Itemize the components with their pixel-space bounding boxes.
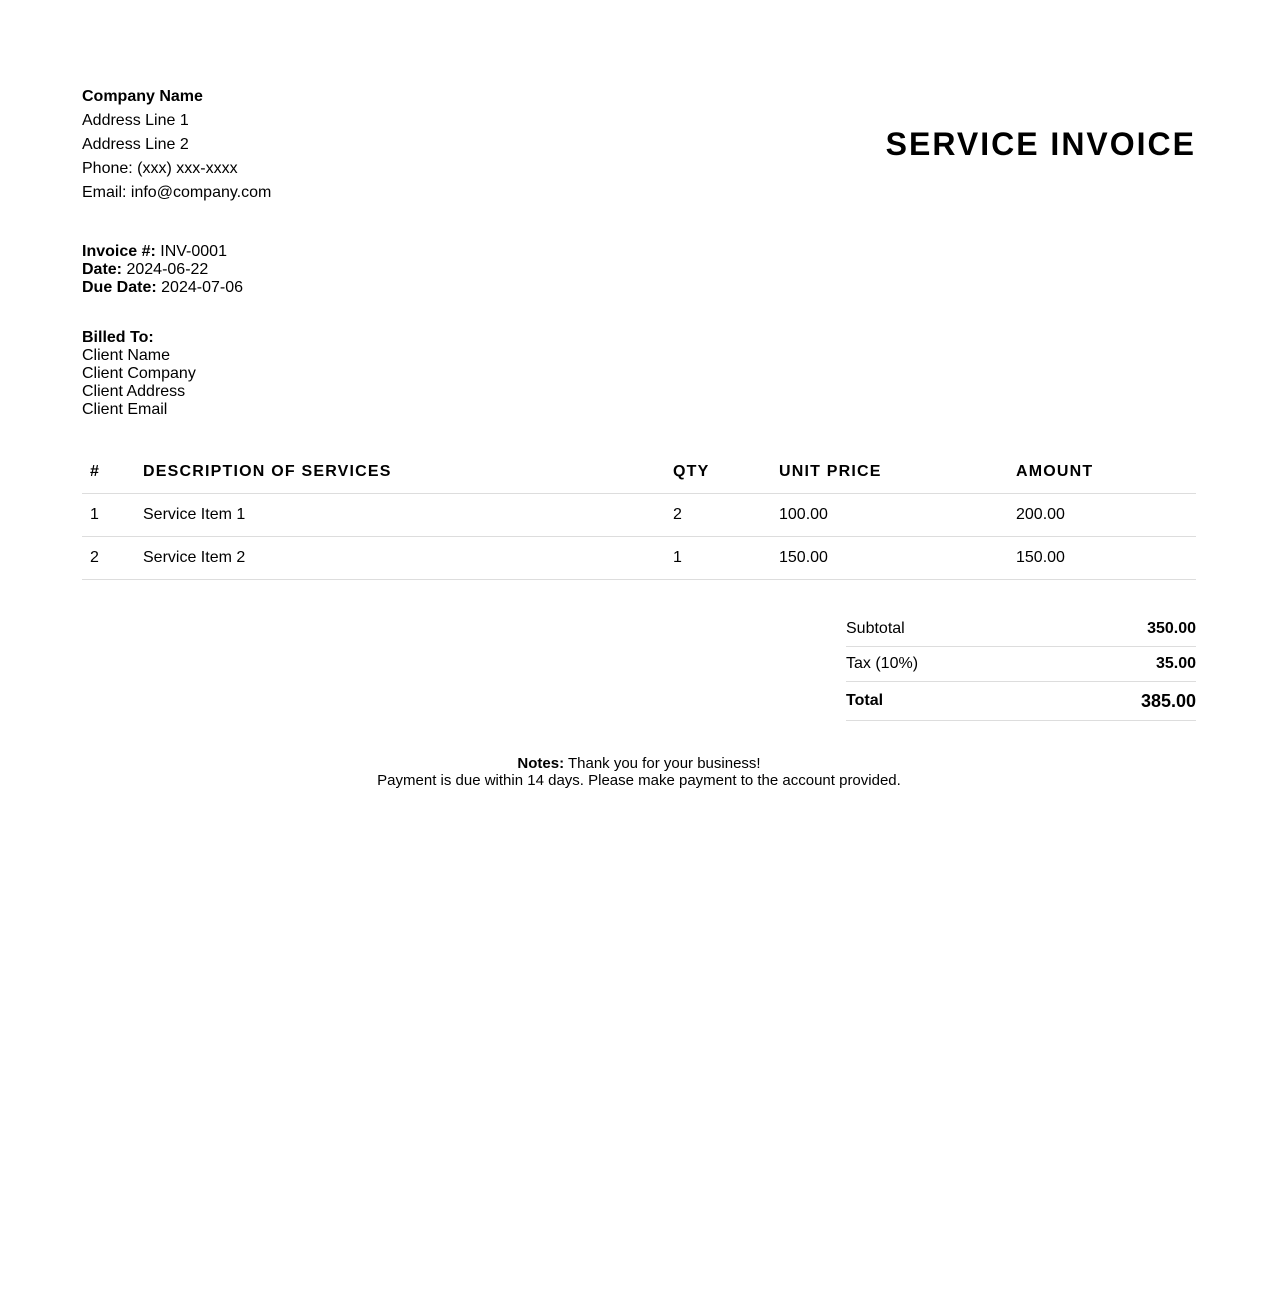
total-label: Total	[846, 692, 884, 709]
invoice-title: SERVICE INVOICE	[885, 126, 1196, 162]
row-description: Service Item 2	[135, 537, 665, 580]
row-qty: 1	[665, 537, 771, 580]
client-name: Client Name	[82, 347, 171, 364]
total-value: 385.00	[1140, 690, 1196, 711]
company-info	[82, 85, 271, 205]
invoice-header	[82, 0, 1196, 230]
row-unit-price: 150.00	[771, 537, 1008, 580]
company-email: Email: info@company.com	[82, 184, 272, 201]
invoice-date	[82, 261, 243, 279]
subtotal-label: Subtotal	[846, 620, 905, 637]
invoice-page	[82, 0, 1196, 789]
row-number: 1	[82, 494, 135, 537]
row-amount: 150.00	[1008, 537, 1196, 580]
invoice-number-value: INV-0001	[160, 243, 227, 260]
payment-terms: Payment is due within 14 days. Please make payment to the account provided.	[377, 772, 901, 789]
tax-value: 35.00	[1155, 655, 1196, 672]
header-description: DESCRIPTION OF SERVICES	[135, 451, 665, 494]
table-row	[82, 537, 1196, 580]
invoice-number	[82, 243, 243, 261]
invoice-date-label: Date:	[82, 261, 123, 278]
row-qty: 2	[665, 494, 771, 537]
client-email: Client Email	[82, 401, 168, 418]
company-phone: Phone: (xxx) xxx-xxxx	[82, 160, 238, 177]
notes-text: Thank you for your business!	[564, 755, 761, 772]
row-unit-price: 100.00	[771, 494, 1008, 537]
tax-row	[846, 647, 1196, 682]
billed-to-label: Billed To:	[82, 329, 154, 346]
notes-label: Notes:	[517, 755, 565, 772]
row-amount: 200.00	[1008, 494, 1196, 537]
table-row	[82, 494, 1196, 537]
row-number: 2	[82, 537, 135, 580]
subtotal-row	[846, 612, 1196, 647]
company-address-line-2: Address Line 2	[82, 136, 189, 153]
table-header-row	[82, 451, 1196, 494]
company-address-line-1: Address Line 1	[82, 112, 189, 129]
header-amount: AMOUNT	[1008, 451, 1196, 494]
company-name: Company Name	[82, 88, 203, 105]
invoice-meta	[82, 243, 243, 297]
notes-section	[82, 755, 1196, 789]
totals-summary	[846, 612, 1196, 721]
invoice-due-date-value: 2024-07-06	[161, 279, 243, 296]
row-description: Service Item 1	[135, 494, 665, 537]
header-qty: QTY	[665, 451, 771, 494]
subtotal-value: 350.00	[1147, 620, 1196, 637]
invoice-due-date-label: Due Date:	[82, 279, 157, 296]
total-row	[846, 682, 1196, 721]
tax-label: Tax (10%)	[846, 655, 919, 672]
services-table	[82, 451, 1196, 580]
invoice-due-date	[82, 279, 243, 297]
invoice-number-label: Invoice #:	[82, 243, 156, 260]
client-address: Client Address	[82, 383, 186, 400]
header-unit-price: UNIT PRICE	[771, 451, 1008, 494]
client-company: Client Company	[82, 365, 196, 382]
header-number: #	[82, 451, 135, 494]
invoice-date-value: 2024-06-22	[126, 261, 209, 278]
billed-to	[82, 329, 196, 419]
